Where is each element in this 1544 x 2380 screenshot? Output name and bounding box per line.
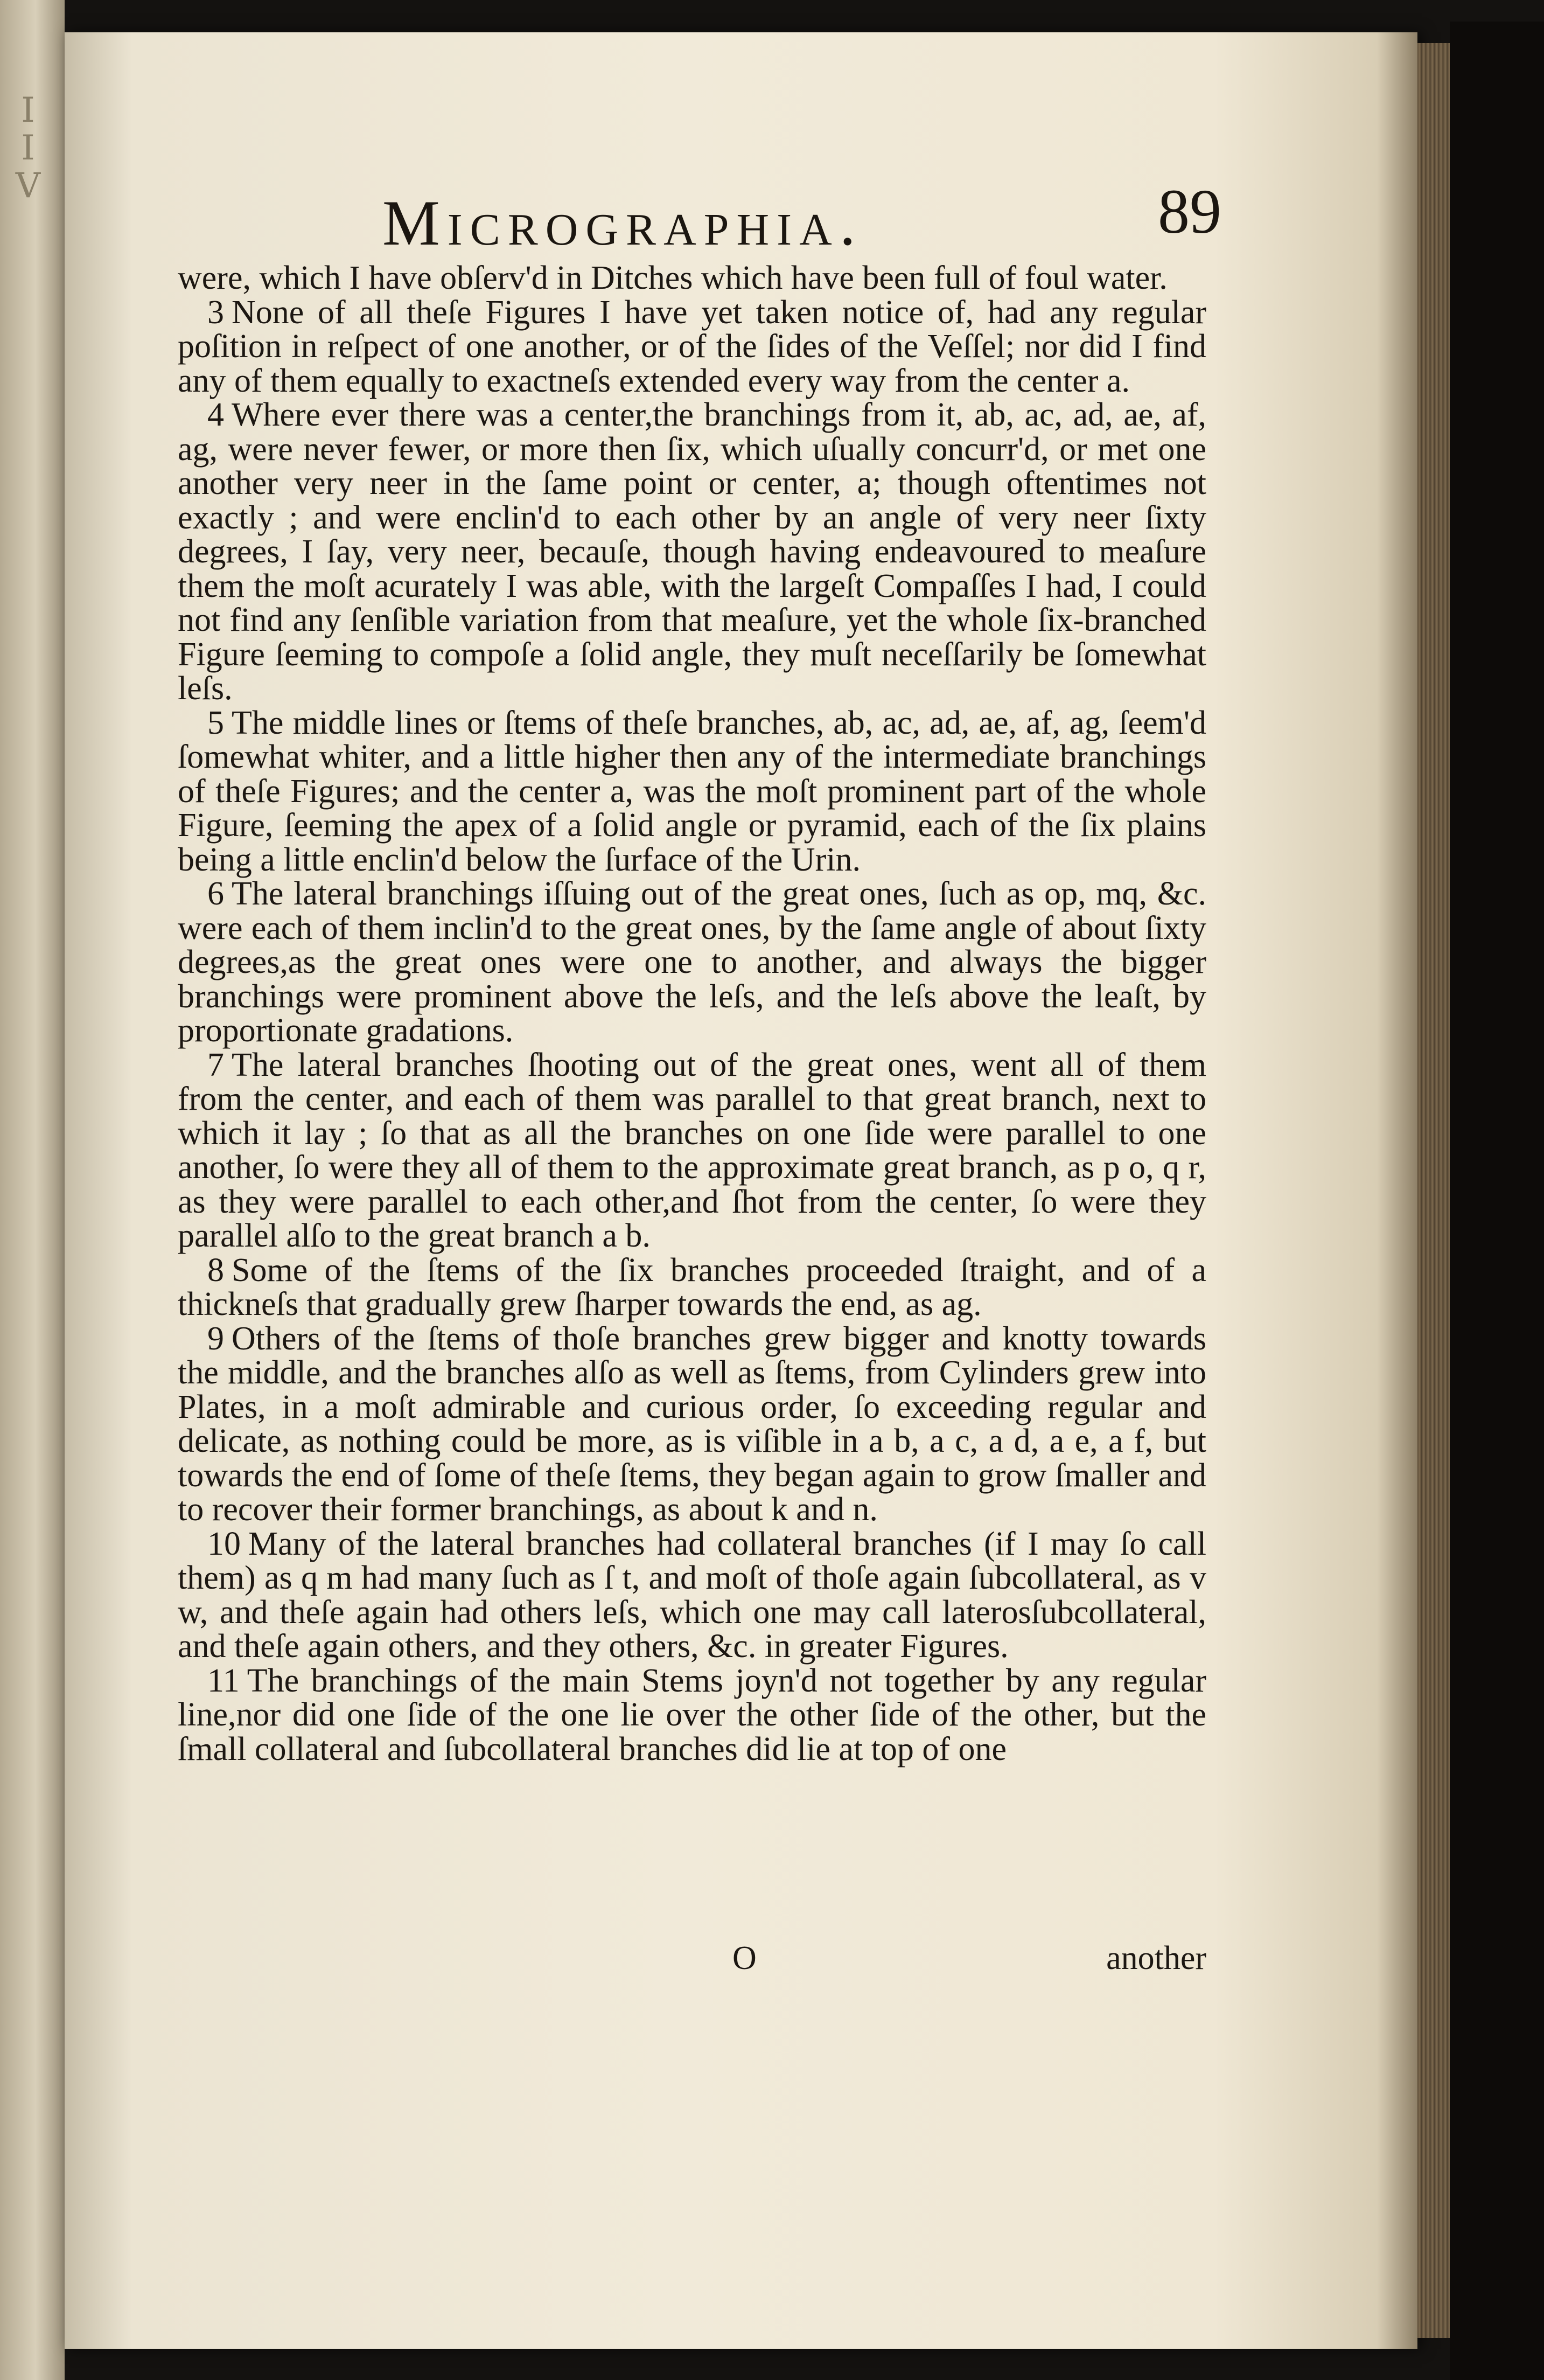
page-number: 89 [1158,176,1221,247]
page-header [312,176,1228,267]
paragraph-number: 5 [207,704,224,741]
paragraph-text: The lateral branches ſhooting out of the great ones, went all of them from the center, and each of them was parallel to that great branch, next to which it lay ; ſo that as all the branches on one ſide were parallel to one another, ſo were they all of them to the approximate great branch, as p o, q r, as they were parallel to each other,and ſhot from the center, ſo were they parallel alſo to the great branch a b. [178,1046,1206,1254]
paragraph [178,1322,1206,1527]
paragraph-number: 9 [207,1320,224,1357]
paragraph [178,261,1206,296]
paragraph-number: 3 [207,294,224,331]
paragraph [178,1048,1206,1254]
page-stack-edges [1417,43,1450,2338]
paragraph-number: 11 [207,1662,240,1699]
paragraph-text: Others of the ſtems of thoſe branches grew bigger and knotty towards the middle, and the branches alſo as well as ſtems, from Cylinders grew into Plates, in a moſt admirable and curious order, ſo exceeding regular and delicate, as nothing could be more, as is viſible in a b, a c, a d, a e, a f, but towards the end of ſome of theſe ſtems, they began again to grow ſmaller and to recover their former branchings, as about k and n. [178,1320,1206,1528]
paragraph-text: Some of the ſtems of the ſix branches proceeded ſtraight, and of a thickneſs that gradually grew ſharper towards the end, as ag. [178,1251,1206,1323]
paragraph [178,1251,1206,1323]
book-spine-edge [0,0,65,2380]
paragraph-number: 6 [207,875,224,912]
paragraph-text: were, which I have obſerv'd in Ditches which have been full of foul water. [178,260,1168,296]
signature-mark: O [732,1940,757,1977]
paragraph-text: The middle lines or ſtems of theſe branches, ab, ac, ad, ae, af, ag, ſeem'd ſomewhat whiter, and a little higher then any of the intermediate branchings of theſe Figures; and the center a, was the moſt prominent part of the whole Figure, ſeeming the apex of a ſolid angle or pyramid, each of the ſix plains being a little enclin'd below the ſurface of the Urin. [178,704,1206,878]
main-text [178,261,1206,1766]
previous-page-edge-marks: I I V [15,91,42,206]
paragraph-text: The lateral branchings iſſuing out of the great ones, ſuch as op, mq, &c. were each of them inclin'd to the great ones, by the ſame angle of about ſixty degrees,as the great ones were one to another, and always the bigger branchings were prominent above the leſs, and the leſs above the leaſt, by proportionate gradations. [178,875,1206,1049]
paragraph-number: 8 [207,1251,224,1289]
paragraph [178,1527,1206,1664]
paragraph-number: 4 [207,396,224,433]
paragraph-number: 7 [207,1046,224,1083]
paragraph-number: 10 [207,1525,241,1562]
paragraph [178,296,1206,399]
catchword: another [1106,1940,1206,1977]
running-title: Micrographia. [382,187,863,259]
book-cover-edge [1450,22,1544,2380]
page-footer [178,1939,1206,1982]
paragraph [178,398,1206,706]
paragraph-text: Many of the lateral branches had collateral branches (if I may ſo call them) as q m had many ſuch as ſ t, and moſt of thoſe again ſubcollateral, as v w, and theſe again had others leſs, which one may call laterosſubcollateral, and theſe again others, and they others, &c. in greater Figures. [178,1525,1206,1665]
paragraph [178,1664,1206,1767]
paragraph [178,706,1206,878]
paragraph-text: Where ever there was a center,the branchings from it, ab, ac, ad, ae, af, ag, were never fewer, or more then ſix, which uſually concurr'd, or met one another very neer in the ſame point or center, a; though oftentimes not exactly ; and were enclin'd to each other by an angle of very neer ſixty degrees, I ſay, very neer, becauſe, though having endeavoured to meaſure them the moſt acurately I was able, with the largeſt Compaſſes I had, I could not find any ſenſible variation from that meaſure, yet the whole ſix-branched Figure ſeeming to compoſe a ſolid angle, they muſt neceſſarily be ſomewhat leſs. [178,396,1206,707]
paragraph [178,877,1206,1048]
paragraph-text: None of all theſe Figures I have yet taken notice of, had any regular poſition in reſpect of one another, or of the ſides of the Veſſel; nor did I find any of them equally to exactneſs extended every way from the center a. [178,294,1206,399]
paragraph-text: The branchings of the main Stems joyn'd not together by any regular line,nor did one ſide of the one lie over the other ſide of the other, but the ſmall collateral and ſubcollateral branches did lie at top of one [178,1662,1206,1767]
